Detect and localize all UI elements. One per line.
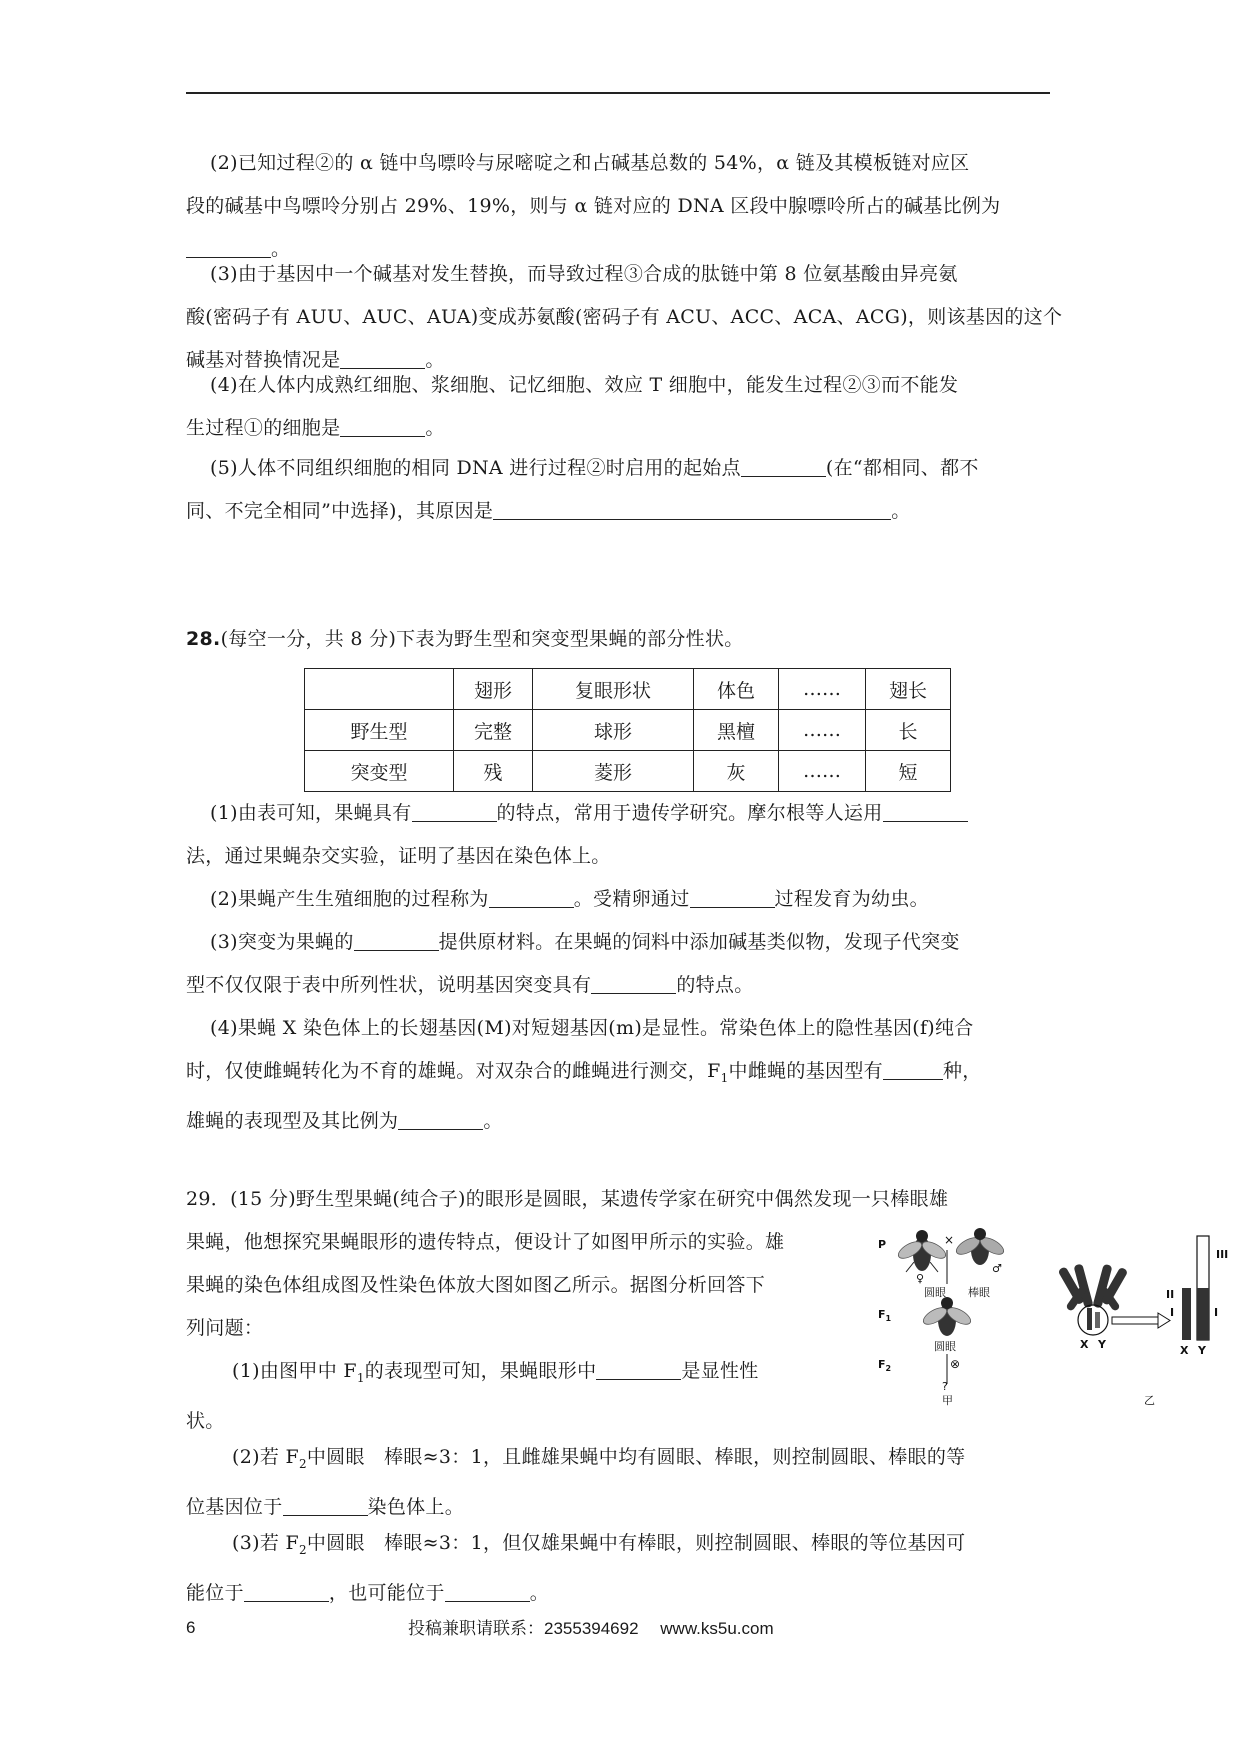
answer-blank[interactable] — [412, 802, 497, 822]
round-eye-label: 圆眼 — [924, 1286, 946, 1299]
q28-p3-a: (3)突变为果蝇的 — [210, 931, 354, 953]
q27-p3-line2: 酸(密码子有 AUU、AUC、AUA)变成苏氨酸(密码子有 ACU、ACC、ACA、ACG)，则该基因的这个 — [186, 306, 1063, 328]
q29-part2 — [186, 1436, 1050, 1529]
q29-line1: 29．(15 分)野生型果蝇(纯合子)的眼形是圆眼，某遗传学家在研究中偶然发现一只棒眼雄 — [186, 1188, 949, 1210]
answer-blank[interactable] — [690, 888, 775, 908]
q27-p3-line3: 碱基对替换情况是 — [186, 349, 341, 371]
segment-ii-label: II — [1166, 1288, 1175, 1301]
table-cell: 球形 — [533, 710, 694, 751]
q28-p4-end: 。 — [483, 1109, 503, 1132]
q28-p1-line2: 法，通过果蝇杂交实验，证明了基因在染色体上。 — [186, 845, 611, 867]
y-label: Y — [1198, 1344, 1206, 1357]
answer-blank[interactable] — [489, 888, 574, 908]
q27-p5-line1: (5)人体不同组织细胞的相同 DNA 进行过程②时启用的起始点 — [210, 457, 741, 479]
x-label-small: X — [1080, 1338, 1089, 1351]
x-chromosome-small-icon — [1087, 1308, 1092, 1330]
q28-p4-line1: (4)果蝇 X 染色体上的长翅基因(M)对短翅基因(m)是显性。常染色体上的隐性基因(f)纯合 — [210, 1017, 974, 1039]
subscript: 2 — [298, 1456, 307, 1471]
q29-p3-line2-b: ，也可能位于 — [328, 1581, 445, 1604]
q27-p2-line2: 段的碱基中鸟嘌呤分别占 29%、19%，则与 α 链对应的 DNA 区段中腺嘌呤所占的碱基比例为 — [186, 195, 1001, 217]
q27-p2-end: 。 — [271, 238, 291, 260]
q29-p3-end: 。 — [529, 1581, 550, 1604]
q28-intro — [186, 618, 1050, 661]
female-symbol: ♀ — [916, 1272, 925, 1285]
q29-part3 — [186, 1522, 1050, 1615]
table-cell: 黑檀 — [694, 710, 779, 751]
male-fly-icon — [954, 1228, 1007, 1265]
q28-p4-line2-b: 中雌蝇的基因型有 — [728, 1060, 883, 1082]
q28-p4-line3: 雄蝇的表现型及其比例为 — [186, 1109, 399, 1132]
q27-p4-end: 。 — [425, 417, 445, 439]
q29-p1-c: 是显性性 — [681, 1360, 759, 1382]
table-cell: 菱形 — [533, 751, 694, 792]
q28-part2 — [186, 878, 1050, 921]
q27-p4-line1: (4)在人体内成熟红细胞、浆细胞、记忆细胞、效应 T 细胞中，能发生过程②③而不能发 — [210, 374, 959, 396]
q28-p3-line2-end: 的特点。 — [676, 974, 754, 996]
q28-part1 — [186, 792, 1050, 878]
figure-yi-label: 乙 — [1144, 1394, 1155, 1406]
q28-intro-text: (每空一分，共 8 分)下表为野生型和突变型果蝇的部分性状。 — [220, 628, 744, 650]
q27-part2 — [186, 142, 1050, 271]
q28-p2-b: 。受精卵通过 — [573, 888, 690, 910]
q27-p3-end: 。 — [425, 349, 445, 371]
genetics-figure — [872, 1226, 1241, 1406]
table-cell: 灰 — [694, 751, 779, 792]
footer-contact: 投稿兼职请联系：2355394692 www.ks5u.com — [408, 1619, 774, 1638]
q29-line2: 果蝇，他想探究果蝇眼形的遗传特点，便设计了如图甲所示的实验。雄 — [186, 1231, 785, 1253]
table-cell: 翅形 — [454, 669, 533, 710]
table-cell: 残 — [454, 751, 533, 792]
q29-p3-b: 中圆眼 棒眼≈3：1，但仅雄果蝇中有棒眼，则控制圆眼、棒眼的等位基因可 — [306, 1532, 966, 1554]
q28-p3-line2: 型不仅仅限于表中所列性状，说明基因突变具有 — [186, 974, 592, 996]
sex-chromosome-circle — [1078, 1305, 1108, 1335]
self-cross-symbol: ⊗ — [950, 1357, 961, 1371]
q27-p5-end: 。 — [891, 500, 911, 522]
q28-p4-line2: 时，仅使雌蝇转化为不育的雄蝇。对双杂合的雌蝇进行测交，F — [186, 1060, 721, 1082]
subscript: 2 — [298, 1542, 307, 1557]
answer-blank[interactable] — [354, 931, 439, 951]
f1-fly-icon — [921, 1297, 974, 1336]
answer-blank[interactable] — [883, 802, 968, 822]
female-fly-icon — [896, 1230, 949, 1272]
bar-eye-label: 棒眼 — [968, 1286, 990, 1299]
q28-p2-c: 过程发育为幼虫。 — [774, 888, 929, 910]
table-row — [305, 751, 951, 792]
table-cell: 复眼形状 — [533, 669, 694, 710]
table-cell: 翅长 — [866, 669, 951, 710]
answer-blank[interactable] — [340, 417, 425, 437]
answer-blank[interactable] — [741, 457, 826, 477]
q29-p2-line2: 位基因位于 — [186, 1495, 283, 1518]
q28-part4 — [186, 1007, 1050, 1143]
q29-line4: 列问题： — [186, 1317, 264, 1339]
q28-p1-a: (1)由表可知，果蝇具有 — [210, 802, 412, 824]
f1-label: $F_1$ — [878, 1308, 892, 1323]
answer-blank[interactable] — [283, 1496, 368, 1516]
q28-p3-b: 提供原材料。在果蝇的饲料中添加碱基类似物，发现子代突变 — [438, 931, 960, 953]
q28-part3 — [186, 921, 1050, 1007]
q29-p2-a: (2)若 F — [232, 1446, 299, 1468]
answer-blank[interactable] — [883, 1060, 943, 1080]
f1-round-eye-label: 圆眼 — [934, 1340, 956, 1353]
q29-p1-b: 的表现型可知，果蝇眼形中 — [364, 1360, 597, 1382]
male-symbol: ♂ — [992, 1262, 1002, 1275]
table-header-row — [305, 669, 951, 710]
q29-p1-a: (1)由图甲中 F — [232, 1360, 357, 1382]
q29-p2-b: 中圆眼 棒眼≈3：1，且雌雄果蝇中均有圆眼、棒眼，则控制圆眼、棒眼的等 — [306, 1446, 966, 1468]
table-cell: …… — [779, 669, 866, 710]
q28-p4-line2-c: 种， — [942, 1060, 982, 1082]
table-cell: …… — [779, 710, 866, 751]
q27-part4 — [186, 364, 1050, 450]
q29-p2-line2-end: 染色体上。 — [367, 1495, 465, 1518]
q27-p4-line2: 生过程①的细胞是 — [186, 417, 341, 439]
answer-blank[interactable] — [445, 1582, 530, 1602]
x-label: X — [1180, 1344, 1189, 1357]
q28-number: 28. — [186, 628, 221, 650]
answer-blank[interactable] — [591, 974, 676, 994]
answer-blank[interactable] — [493, 500, 891, 520]
x-chromosome-icon — [1182, 1288, 1191, 1340]
table-row — [305, 710, 951, 751]
homologous-segment — [1197, 1288, 1209, 1340]
y-chromosome-small-icon — [1095, 1312, 1100, 1328]
subscript: 1 — [720, 1070, 729, 1085]
arrow-icon — [1112, 1313, 1170, 1328]
page-number: 6 — [186, 1618, 196, 1637]
table-cell: 完整 — [454, 710, 533, 751]
q29-p1-line2: 状。 — [186, 1409, 225, 1432]
answer-blank[interactable] — [596, 1360, 681, 1380]
q27-p5-line2: 同、不完全相同”中选择)，其原因是 — [186, 500, 494, 522]
segment-i-label-right: I — [1214, 1306, 1219, 1319]
table-cell: 短 — [866, 751, 951, 792]
segment-iii-label: III — [1216, 1248, 1229, 1261]
q27-p5-line1-end: (在“都相同、都不 — [825, 457, 979, 479]
table-cell: 体色 — [694, 669, 779, 710]
answer-blank[interactable] — [244, 1582, 329, 1602]
q27-part3 — [186, 253, 1063, 382]
q29-p3-line2: 能位于 — [186, 1581, 244, 1604]
q27-p3-line1: (3)由于基因中一个碱基对发生替换，而导致过程③合成的肽链中第 8 位氨基酸由异亮氨 — [210, 263, 958, 285]
segment-i-label-left: I — [1170, 1306, 1175, 1319]
q28-p1-b: 的特点，常用于遗传学研究。摩尔根等人运用 — [496, 802, 883, 824]
q28-p2-a: (2)果蝇产生生殖细胞的过程称为 — [210, 888, 489, 910]
header-rule — [186, 92, 1050, 94]
traits-table — [304, 668, 951, 792]
figure-jia-label: 甲 — [942, 1394, 953, 1406]
q29-p3-a: (3)若 F — [232, 1532, 299, 1554]
table-cell: …… — [779, 751, 866, 792]
table-cell — [305, 669, 454, 710]
q29-line3: 果蝇的染色体组成图及性染色体放大图如图乙所示。据图分析回答下 — [186, 1274, 766, 1296]
subscript: 1 — [356, 1370, 365, 1385]
table-cell: 长 — [866, 710, 951, 751]
y-label-small: Y — [1098, 1338, 1106, 1351]
q27-p2-line1: (2)已知过程②的 α 链中鸟嘌呤与尿嘧啶之和占碱基总数的 54%，α 链及其模板链对应区 — [210, 152, 970, 174]
answer-blank[interactable] — [398, 1110, 483, 1130]
q27-part5 — [186, 447, 1050, 533]
question-mark: ? — [942, 1380, 948, 1393]
p-generation-label: P — [878, 1238, 887, 1251]
cross-symbol: × — [944, 1233, 955, 1247]
table-cell: 突变型 — [305, 751, 454, 792]
f2-label: $F_2$ — [878, 1358, 892, 1373]
table-cell: 野生型 — [305, 710, 454, 751]
